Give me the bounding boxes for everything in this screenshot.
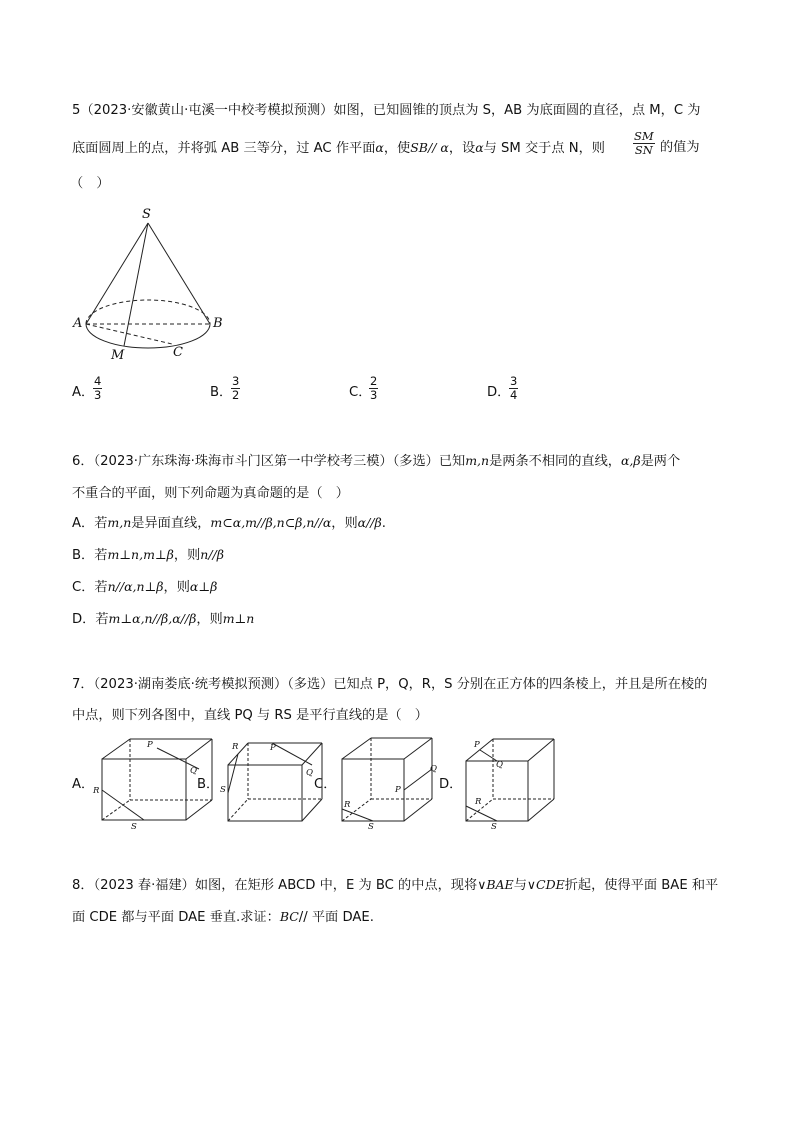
mn-symbol: m,n: [107, 515, 132, 530]
option-result: α//β: [357, 515, 382, 530]
cube-option-d-label: D．: [439, 777, 463, 792]
q5-text-2: 底面圆周上的点，并将弧 AB 三等分，过 AC 作平面: [72, 141, 376, 156]
option-result: m⊥n: [222, 611, 255, 626]
option-text: ，则: [331, 516, 358, 531]
option-math: m⊥α,n//β,α//β: [108, 611, 197, 626]
cube-d-s-label: S: [491, 822, 497, 832]
q8-line1: [72, 877, 718, 894]
fraction-denominator: 3: [94, 388, 102, 402]
sb-parallel-expr: SB// α: [410, 140, 449, 155]
option-a-label: A．: [72, 385, 95, 400]
cube-d-q-label: Q: [496, 760, 503, 770]
cube-option-a-label: A．: [72, 777, 95, 792]
option-period: .: [381, 516, 386, 531]
alpha-symbol: α: [375, 140, 384, 155]
mn-symbol: m,n: [465, 453, 490, 468]
cube-c-p-label: P: [395, 785, 401, 795]
cube-b-q-label: Q: [306, 768, 313, 778]
q6-text-2: 是两条不相同的直线，: [489, 454, 621, 469]
q8-text-3: 折起，使得平面 BAE 和平: [564, 878, 719, 893]
option-d-label: D．: [487, 385, 511, 400]
q5-text-1: 5（2023·安徽黄山·屯溪一中校考模拟预测）如图，已知圆锥的顶点为 S，AB 为底面圆的直径，点 M，C 为: [72, 103, 701, 118]
cube-d: [466, 739, 554, 821]
q6-line2: 不重合的平面，则下列命题为真命题的是（ ）: [72, 486, 349, 501]
fraction-numerator: 3: [510, 374, 518, 388]
cube-c-r-label: R: [344, 800, 351, 810]
q8-text-2: 与: [513, 878, 527, 893]
option-label: C．若: [72, 580, 108, 595]
q6-text-3: 是两个: [640, 454, 681, 469]
fraction-numerator: SM: [634, 129, 654, 143]
q7-line2: 中点，则下列各图中，直线 PQ 与 RS 是平行直线的是（ ）: [72, 708, 428, 723]
bc-symbol: BC: [279, 909, 299, 924]
option-label: A．若: [72, 516, 108, 531]
cube-a-s-label: S: [131, 822, 137, 832]
triangle-cde: ∨CDE: [526, 877, 565, 892]
cube-a-r-label: R: [93, 786, 100, 796]
fraction-denominator: 3: [370, 388, 378, 402]
cube-b-p-label: P: [270, 743, 276, 753]
option-math: m⊥n,m⊥β: [107, 547, 174, 562]
cube-c: [342, 738, 432, 821]
option-c-label: C．: [349, 385, 372, 400]
option-label: D．若: [72, 612, 109, 627]
q6-text-1: 6．（2023·广东珠海·珠海市斗门区第一中学校考三模）（多选）已知: [72, 454, 466, 469]
point-m-label: M: [111, 348, 125, 363]
cube-b-s-label: S: [220, 785, 226, 795]
cube-option-c-label: C．: [314, 777, 337, 792]
q5-text-3: ，使: [383, 141, 411, 156]
option-text: ，则: [163, 580, 190, 595]
cube-d-p-label: P: [474, 740, 480, 750]
cube-c-s-label: S: [368, 822, 374, 832]
q8-text-5: // 平面 DAE.: [298, 910, 374, 925]
fraction-numerator: 3: [232, 374, 240, 388]
option-text: ，则: [173, 548, 201, 563]
point-b-label: B: [213, 316, 223, 331]
alpha-symbol: α: [475, 140, 484, 155]
q5-text-5: 与 SM 交于点 N，则: [483, 141, 605, 156]
cube-option-b-label: B．: [197, 777, 220, 792]
option-text: 是异面直线，: [131, 516, 211, 531]
q8-text-4: 面 CDE 都与平面 DAE 垂直.求证：: [72, 910, 280, 925]
q7-line1: 7．（2023·湖南娄底·统考模拟预测）（多选）已知点 P，Q，R，S 分别在正方体的四条棱上，并且是所在棱的: [72, 677, 708, 692]
option-math: m⊂α,m//β,n⊂β,n//α: [210, 515, 332, 530]
option-b-label: B．: [210, 385, 233, 400]
cube-b: [228, 743, 322, 821]
cube-d-r-label: R: [475, 797, 482, 807]
cube-c-q-label: Q: [430, 764, 437, 774]
q8-text-1: 8．（2023 春·福建）如图，在矩形 ABCD 中，E 为 BC 的中点，现将: [72, 878, 478, 893]
q5-text-6: 的值为: [660, 140, 700, 155]
point-s-label: S: [142, 207, 151, 222]
option-text: ，则: [196, 612, 223, 627]
cube-b-r-label: R: [232, 742, 239, 752]
q8-line2: [72, 909, 374, 926]
fraction-numerator: 2: [370, 374, 378, 388]
fraction-denominator: 4: [510, 388, 518, 402]
fraction-numerator: 4: [94, 374, 102, 388]
answer-paren: （ ）: [70, 176, 110, 191]
cube-a-p-label: P: [147, 740, 153, 750]
alpha-beta-symbol: α,β: [620, 453, 641, 468]
point-c-label: C: [173, 345, 183, 360]
option-label: B．若: [72, 548, 108, 563]
option-result: n//β: [200, 547, 224, 562]
option-math: n//α,n⊥β: [107, 579, 164, 594]
option-result: α⊥β: [189, 579, 218, 594]
point-a-label: A: [73, 316, 83, 331]
fraction-denominator: 2: [232, 388, 240, 402]
cube-a-q-label: Q: [190, 766, 197, 776]
triangle-bae: ∨BAE: [477, 877, 514, 892]
fraction-denominator: SN: [634, 143, 653, 157]
cube-a: [102, 739, 212, 820]
q5-text-4: ，设: [448, 141, 476, 156]
